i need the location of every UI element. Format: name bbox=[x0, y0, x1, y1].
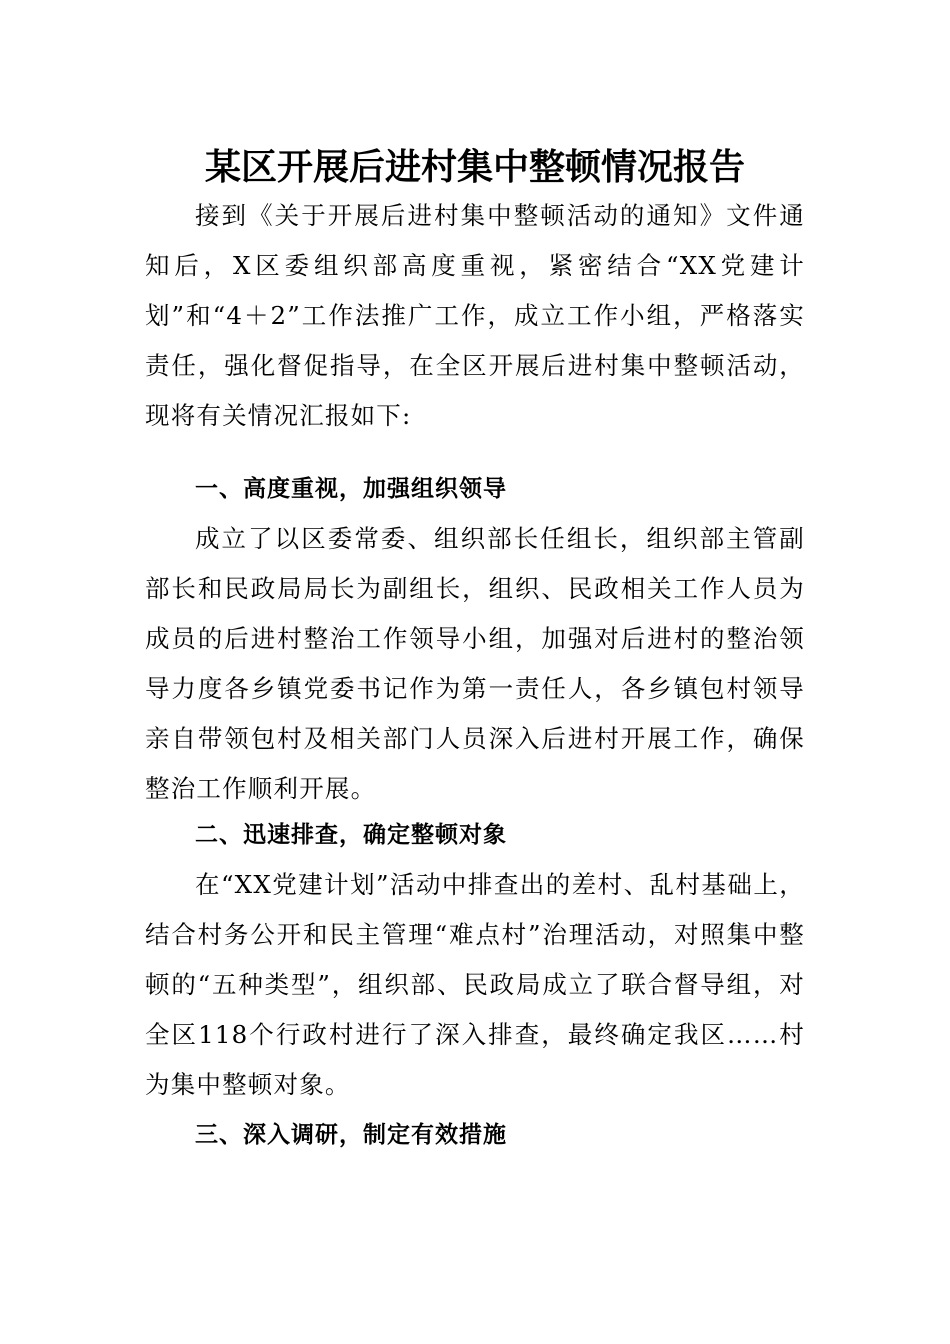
section-body-2: 在“XX党建计划”活动中排查出的差村、乱村基础上，结合村务公开和民主管理“难点村”治理活动，对照集中整顿的“五种类型”，组织部、民政局成立了联合督导组，对全区118个行政村进行了深入排查，最终确定我区……村为集中整顿对象。 bbox=[145, 870, 805, 1099]
section-heading-1: 一、高度重视，加强组织领导 bbox=[195, 476, 507, 502]
section-heading-3: 三、深入调研，制定有效措施 bbox=[195, 1122, 507, 1148]
section-heading-2: 二、迅速排查，确定整顿对象 bbox=[195, 822, 507, 848]
section-body-1: 成立了以区委常委、组织部长任组长，组织部主管副部长和民政局局长为副组长，组织、民政相关工作人员为成员的后进村整治工作领导小组，加强对后进村的整治领导力度各乡镇党委书记作为第一责任人，各乡镇包村领导亲自带领包村及相关部门人员深入后进村开展工作，确保整治工作顺利开展。 bbox=[145, 524, 805, 803]
document-title: 某区开展后进村集中整顿情况报告 bbox=[204, 146, 745, 188]
intro-paragraph: 接到《关于开展后进村集中整顿活动的通知》文件通知后，X区委组织部高度重视，紧密结合“XX党建计划”和“4＋2”工作法推广工作，成立工作小组，严格落实责任，强化督促指导，在全区开展后进村集中整顿活动，现将有关情况汇报如下: bbox=[145, 201, 805, 430]
